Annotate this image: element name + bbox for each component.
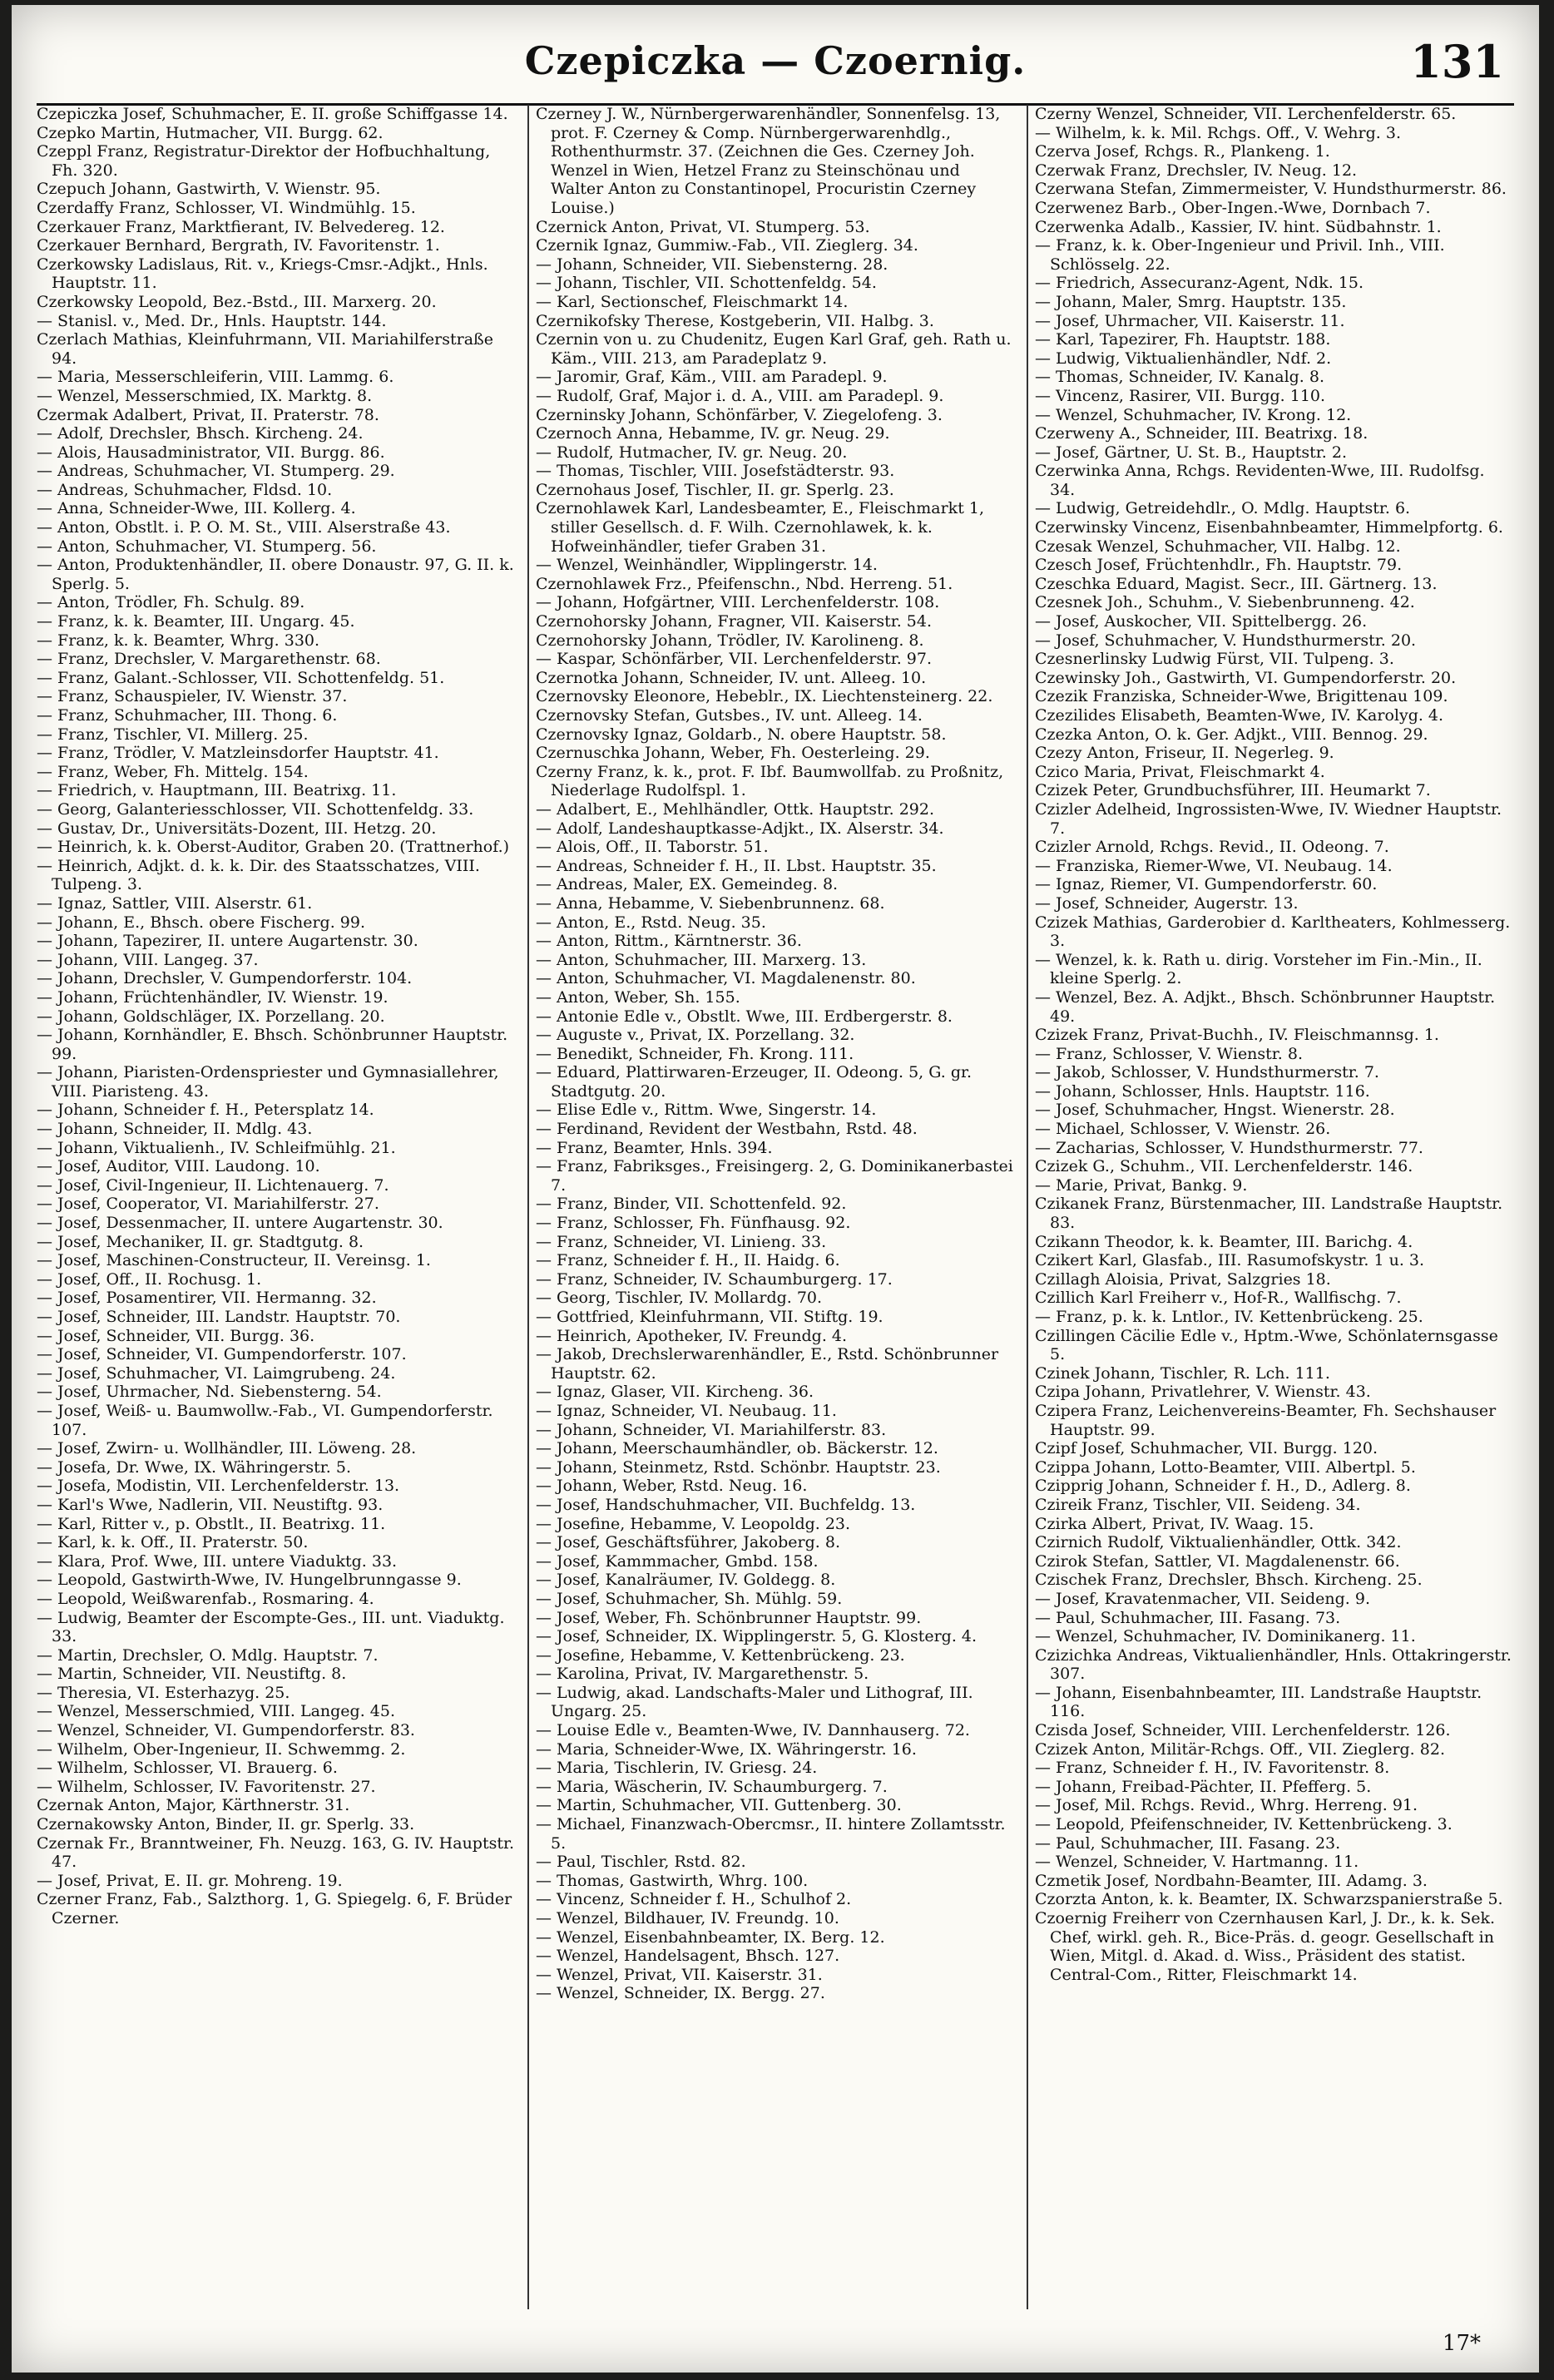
directory-entry: Czisda Josef, Schneider, VIII. Lerchenfelderstr. 126. bbox=[1035, 1721, 1451, 1740]
directory-entry: — Johann, Schlosser, Hnls. Hauptstr. 116. bbox=[1035, 1081, 1370, 1101]
directory-entry: — Karl, k. k. Off., II. Praterstr. 50. bbox=[37, 1533, 309, 1552]
directory-entry: Czizek G., Schuhm., VII. Lerchenfelderstr. 146. bbox=[1035, 1157, 1413, 1176]
directory-entry: Czernohorsky Johann, Fragner, VII. Kaiserstr. 54. bbox=[536, 612, 932, 631]
directory-entry: — Alois, Hausadministrator, VII. Burgg. 86. bbox=[37, 443, 385, 462]
directory-entry: — Auguste v., Privat, IX. Porzellang. 32. bbox=[536, 1026, 855, 1045]
directory-entry: Czorzta Anton, k. k. Beamter, IX. Schwarzspanierstraße 5. bbox=[1035, 1890, 1503, 1909]
directory-entry: Czerny Franz, k. k., prot. F. Ibf. Baumwollfab. zu Proßnitz, Niederlage Rudolfspl. 1. bbox=[536, 762, 1004, 800]
directory-entry: — Josefa, Modistin, VII. Lerchenfelderstr. 13. bbox=[37, 1477, 400, 1496]
directory-entry: — Andreas, Schneider f. H., II. Lbst. Hauptstr. 35. bbox=[536, 856, 937, 875]
directory-entry: — Franz, Beamter, Hnls. 394. bbox=[536, 1138, 773, 1157]
directory-entry: — Andreas, Schuhmacher, VI. Stumperg. 29. bbox=[37, 462, 395, 481]
page-header bbox=[12, 20, 1539, 95]
directory-entry: Czmetik Josef, Nordbahn-Beamter, III. Adamg. 3. bbox=[1035, 1871, 1428, 1890]
directory-entry: — Rudolf, Hutmacher, IV. gr. Neug. 20. bbox=[536, 443, 848, 462]
running-title: Czepiczka — Czoernig. bbox=[524, 38, 1027, 83]
directory-entry: — Johann, Hofgärtner, VIII. Lerchenfelderstr. 108. bbox=[536, 593, 940, 612]
directory-entry: — Johann, Schneider, VI. Mariahilferstr. 83. bbox=[536, 1420, 887, 1439]
directory-page bbox=[12, 5, 1539, 2373]
directory-entry: Czillich Karl Freiherr v., Hof-R., Wallfischg. 7. bbox=[1035, 1289, 1402, 1308]
directory-entry: Czernikofsky Therese, Kostgeberin, VII. Halbg. 3. bbox=[536, 311, 934, 330]
directory-entry: — Franz, Schneider f. H., IV. Favoritenstr. 8. bbox=[1035, 1759, 1390, 1778]
directory-entry: — Maria, Wäscherin, IV. Schaumburgerg. 7. bbox=[536, 1777, 888, 1796]
directory-entry: — Ludwig, Beamter der Escompte-Ges., III. unt. Viaduktg. 33. bbox=[37, 1608, 505, 1646]
directory-entry: — Ignaz, Sattler, VIII. Alserstr. 61. bbox=[37, 893, 313, 913]
directory-entry: — Johann, E., Bhsch. obere Fischerg. 99. bbox=[37, 913, 365, 932]
directory-entry: — Elise Edle v., Rittm. Wwe, Singerstr. 14. bbox=[536, 1101, 877, 1120]
directory-entry: — Johann, Tapezirer, II. untere Augartenstr. 30. bbox=[37, 932, 418, 951]
directory-entry: — Anton, Schuhmacher, VI. Stumperg. 56. bbox=[37, 537, 377, 556]
directory-entry: — Maria, Tischlerin, IV. Griesg. 24. bbox=[536, 1759, 818, 1778]
directory-entry: Czerwana Stefan, Zimmermeister, V. Hundsthurmerstr. 86. bbox=[1035, 180, 1507, 199]
directory-entry: — Martin, Drechsler, O. Mdlg. Hauptstr. 7. bbox=[37, 1645, 379, 1665]
directory-entry: — Marie, Privat, Bankg. 9. bbox=[1035, 1175, 1248, 1195]
directory-entry: — Gustav, Dr., Universitäts-Dozent, III. Hetzg. 20. bbox=[37, 819, 437, 838]
directory-entry: — Johann, Freibad-Pächter, II. Pfefferg. 5. bbox=[1035, 1777, 1372, 1796]
directory-entry: Czizler Arnold, Rchgs. Revid., II. Odeong. 7. bbox=[1035, 838, 1389, 857]
directory-entry: Czepuch Johann, Gastwirth, V. Wienstr. 95. bbox=[37, 180, 381, 199]
directory-entry: — Josef, Schneider, IX. Wipplingerstr. 5, G. Klosterg. 4. bbox=[536, 1627, 977, 1646]
directory-entry: — Franziska, Riemer-Wwe, VI. Neubaug. 14. bbox=[1035, 856, 1393, 875]
directory-entry: — Anton, Weber, Sh. 155. bbox=[536, 987, 740, 1007]
directory-entry: — Josef, Kammmacher, Gmbd. 158. bbox=[536, 1551, 819, 1571]
directory-entry: — Franz, Fabriksges., Freisingerg. 2, G. Dominikanerbastei 7. bbox=[536, 1157, 1013, 1195]
directory-entry: — Johann, Schneider, VII. Siebensterng. 28. bbox=[536, 255, 888, 274]
directory-entry: Czerweny A., Schneider, III. Beatrixg. 18. bbox=[1035, 424, 1368, 443]
directory-entry: — Johann, VIII. Langeg. 37. bbox=[37, 950, 259, 969]
directory-entry: — Josef, Schuhmacher, Sh. Mühlg. 59. bbox=[536, 1589, 843, 1608]
directory-entry: — Anna, Hebamme, V. Siebenbrunnenz. 68. bbox=[536, 893, 885, 913]
directory-entry: — Josef, Privat, E. II. gr. Mohreng. 19. bbox=[37, 1871, 343, 1890]
directory-entry: — Franz, p. k. k. Lntlor., IV. Kettenbrückeng. 25. bbox=[1035, 1308, 1423, 1326]
page-number: 131 bbox=[1410, 35, 1504, 88]
directory-entry: Czernohlawek Frz., Pfeifenschn., Nbd. Herreng. 51. bbox=[536, 574, 953, 593]
directory-entry: — Wenzel, Weinhändler, Wipplingerstr. 14. bbox=[536, 556, 878, 575]
directory-entry: — Franz, Schneider, VI. Linieng. 33. bbox=[536, 1232, 827, 1251]
directory-entry: Czerdaffy Franz, Schlosser, VI. Windmühlg. 15. bbox=[37, 198, 416, 217]
directory-entry: — Josef, Geschäftsführer, Jakoberg. 8. bbox=[536, 1533, 840, 1552]
directory-entry: — Thomas, Schneider, IV. Kanalg. 8. bbox=[1035, 368, 1325, 387]
directory-entry: — Josef, Mil. Rchgs. Revid., Whrg. Herreng. 91. bbox=[1035, 1796, 1418, 1815]
directory-entry: — Johann, Maler, Smrg. Hauptstr. 135. bbox=[1035, 292, 1347, 311]
directory-entry: — Josef, Posamentirer, VII. Hermanng. 32. bbox=[37, 1289, 377, 1308]
directory-entry: — Adolf, Drechsler, Bhsch. Kircheng. 24. bbox=[37, 424, 364, 443]
directory-entry: Czerny Wenzel, Schneider, VII. Lerchenfelderstr. 65. bbox=[1035, 105, 1457, 123]
directory-entry: Czoernig Freiherr von Czernhausen Karl, J. Dr., k. k. Sek. Chef, wirkl. geh. R., Bice-Präs. d. geogr. Gesellschaft in Wien, Mitgl. d. Akad. d. Wiss., Präsident des statist. Central-Com., Ritter, Fleischmarkt 14. bbox=[1035, 1909, 1496, 1984]
directory-entry: — Paul, Schuhmacher, III. Fasang. 73. bbox=[1035, 1608, 1341, 1627]
directory-entry: Czerkowsky Leopold, Bez.-Bstd., III. Marxerg. 20. bbox=[37, 292, 437, 311]
signature-mark: 17* bbox=[1442, 2331, 1481, 2356]
directory-entry: — Ferdinand, Revident der Westbahn, Rstd. 48. bbox=[536, 1120, 918, 1139]
directory-entry: — Josef, Uhrmacher, Nd. Siebensterng. 54. bbox=[37, 1383, 382, 1402]
directory-entry: — Wenzel, Handelsagent, Bhsch. 127. bbox=[536, 1947, 840, 1966]
directory-entry: — Johann, Schneider, II. Mdlg. 43. bbox=[37, 1120, 313, 1139]
directory-entry: Czerlach Mathias, Kleinfuhrmann, VII. Mariahilferstraße 94. bbox=[37, 330, 493, 368]
directory-entry: Czerwak Franz, Drechsler, IV. Neug. 12. bbox=[1035, 161, 1358, 180]
directory-entry: Czinek Johann, Tischler, R. Lch. 111. bbox=[1035, 1363, 1330, 1383]
directory-entry: — Heinrich, k. k. Oberst-Auditor, Graben 20. (Trattnerhof.) bbox=[37, 838, 510, 857]
directory-entry: — Johann, Eisenbahnbeamter, III. Landstraße Hauptstr. 116. bbox=[1035, 1683, 1482, 1721]
directory-entry: Czernoch Anna, Hebamme, IV. gr. Neug. 29. bbox=[536, 424, 890, 443]
directory-entry: — Ludwig, Viktualienhändler, Ndf. 2. bbox=[1035, 349, 1332, 368]
directory-entry: — Wilhelm, k. k. Mil. Rchgs. Off., V. Wehrg. 3. bbox=[1035, 123, 1401, 142]
directory-entry: — Michael, Finanzwach-Obercmsr., II. hintere Zollamtsstr. 5. bbox=[536, 1815, 1006, 1853]
directory-entry: Czikann Theodor, k. k. Beamter, III. Barichg. 4. bbox=[1035, 1232, 1413, 1251]
directory-entry: Czizek Franz, Privat-Buchh., IV. Fleischmannsg. 1. bbox=[1035, 1026, 1439, 1045]
directory-entry: — Johann, Früchtenhändler, IV. Wienstr. 19. bbox=[37, 987, 388, 1007]
directory-entry: Czireik Franz, Tischler, VII. Seideng. 34. bbox=[1035, 1495, 1361, 1514]
directory-entry: — Karl, Ritter v., p. Obstlt., II. Beatrixg. 11. bbox=[37, 1514, 386, 1533]
directory-entry: Czernakowsky Anton, Binder, II. gr. Sperlg. 33. bbox=[37, 1815, 415, 1834]
directory-entry: — Martin, Schuhmacher, VII. Guttenberg. 30. bbox=[536, 1796, 902, 1815]
directory-entry: — Stanisl. v., Med. Dr., Hnls. Hauptstr. 144. bbox=[37, 311, 387, 330]
directory-entry: — Josef, Mechaniker, II. gr. Stadtgutg. 8. bbox=[37, 1232, 364, 1251]
directory-entry: Czerwenez Barb., Ober-Ingen.-Wwe, Dornbach 7. bbox=[1035, 198, 1431, 217]
directory-entry: — Wenzel, Schneider, IX. Bergg. 27. bbox=[536, 1984, 825, 2003]
directory-entry: — Wenzel, Messerschmied, VIII. Langeg. 45. bbox=[37, 1702, 396, 1721]
directory-entry: — Anna, Schneider-Wwe, III. Kollerg. 4. bbox=[37, 499, 356, 518]
directory-entry: — Johann, Viktualienh., IV. Schleifmühlg. 21. bbox=[37, 1138, 396, 1157]
directory-entry: — Wilhelm, Ober-Ingenieur, II. Schwemmg. 2. bbox=[37, 1739, 406, 1759]
directory-columns bbox=[37, 105, 1514, 2309]
directory-entry: Czico Maria, Privat, Fleischmarkt 4. bbox=[1035, 762, 1325, 781]
directory-entry: — Adolf, Landeshauptkasse-Adjkt., IX. Alserstr. 34. bbox=[536, 819, 944, 838]
directory-entry: — Friedrich, Assecuranz-Agent, Ndk. 15. bbox=[1035, 274, 1364, 293]
directory-entry: — Josef, Schneider, III. Landstr. Hauptstr. 70. bbox=[37, 1308, 401, 1326]
directory-entry: — Adalbert, E., Mehlhändler, Ottk. Hauptstr. 292. bbox=[536, 799, 935, 819]
directory-entry: Czernak Fr., Branntweiner, Fh. Neuzg. 163, G. IV. Hauptstr. 47. bbox=[37, 1833, 515, 1872]
directory-entry: — Franz, Binder, VII. Schottenfeld. 92. bbox=[536, 1195, 847, 1214]
directory-entry: — Karolina, Privat, IV. Margarethenstr. 5. bbox=[536, 1665, 869, 1684]
directory-entry: — Josef, Weber, Fh. Schönbrunner Hauptstr. 99. bbox=[536, 1608, 922, 1627]
directory-entry: — Franz, Weber, Fh. Mittelg. 154. bbox=[37, 762, 309, 781]
directory-entry: — Johann, Weber, Rstd. Neug. 16. bbox=[536, 1477, 808, 1496]
directory-entry: — Josef, Handschuhmacher, VII. Buchfeldg. 13. bbox=[536, 1495, 916, 1514]
directory-entry: Czernohlawek Karl, Landesbeamter, E., Fleischmarkt 1, stiller Gesellsch. d. F. Wilh. Czernohlawek, k. k. Hofweinhändler, tiefer Graben 31. bbox=[536, 499, 984, 556]
directory-entry: — Eduard, Plattirwaren-Erzeuger, II. Odeong. 5, G. gr. Stadtgutg. 20. bbox=[536, 1063, 972, 1101]
directory-entry: — Josef, Schneider, VII. Burgg. 36. bbox=[37, 1326, 315, 1345]
directory-entry: — Anton, Schuhmacher, VI. Magdalenenstr. 80. bbox=[536, 969, 916, 988]
directory-entry: Czeschka Eduard, Magist. Secr., III. Gärtnerg. 13. bbox=[1035, 574, 1438, 593]
directory-entry: — Johann, Piaristen-Ordenspriester und Gymnasiallehrer, VIII. Piaristeng. 43. bbox=[37, 1063, 499, 1101]
directory-entry: — Josef, Schuhmacher, VI. Laimgrubeng. 24. bbox=[37, 1363, 396, 1383]
directory-entry: — Michael, Schlosser, V. Wienstr. 26. bbox=[1035, 1120, 1331, 1139]
directory-entry: Czischek Franz, Drechsler, Bhsch. Kircheng. 25. bbox=[1035, 1571, 1423, 1590]
column-right bbox=[1027, 105, 1514, 2309]
directory-entry: — Jakob, Drechslerwarenhändler, E., Rstd. Schönbrunner Hauptstr. 62. bbox=[536, 1345, 999, 1383]
directory-entry: Czerney J. W., Nürnbergerwarenhändler, Sonnenfelsg. 13, prot. F. Czerney & Comp. Nürnbergerwarenhdlg., Rothenthurmstr. 37. (Zeichnen die Ges. Czerney Joh. Wenzel in Wien, Hetzel Franz zu Steinschönau und Walter Anton zu Constantinopel, Procuristin Czerney Louise.) bbox=[536, 105, 1001, 217]
directory-entry: Czernik Ignaz, Gummiw.-Fab., VII. Zieglerg. 34. bbox=[536, 236, 918, 255]
directory-entry: — Paul, Schuhmacher, III. Fasang. 23. bbox=[1035, 1833, 1341, 1853]
directory-entry: — Martin, Schneider, VII. Neustiftg. 8. bbox=[37, 1665, 347, 1684]
directory-entry: — Josef, Kanalräumer, IV. Goldegg. 8. bbox=[536, 1571, 836, 1590]
directory-entry: — Benedikt, Schneider, Fh. Krong. 111. bbox=[536, 1044, 854, 1063]
directory-entry: — Leopold, Gastwirth-Wwe, IV. Hungelbrunngasse 9. bbox=[37, 1571, 462, 1590]
directory-entry: Czepiczka Josef, Schuhmacher, E. II. große Schiffgasse 14. bbox=[37, 105, 508, 123]
directory-entry: — Anton, Obstlt. i. P. O. M. St., VIII. Alserstraße 43. bbox=[37, 518, 451, 537]
directory-entry: Czernohorsky Johann, Trödler, IV. Karolineng. 8. bbox=[536, 631, 924, 650]
directory-entry: — Josef, Maschinen-Constructeur, II. Vereinsg. 1. bbox=[37, 1251, 431, 1270]
directory-entry: — Josefine, Hebamme, V. Kettenbrückeng. 23. bbox=[536, 1645, 905, 1665]
directory-entry: — Franz, Schneider, IV. Schaumburgerg. 17. bbox=[536, 1269, 893, 1289]
directory-entry: — Franz, Schuhmacher, III. Thong. 6. bbox=[37, 706, 338, 725]
directory-entry: — Josef, Auskocher, VII. Spittelbergg. 26. bbox=[1035, 612, 1368, 631]
directory-entry: — Wenzel, Bildhauer, IV. Freundg. 10. bbox=[536, 1909, 839, 1927]
directory-entry: Czizler Adelheid, Ingrossisten-Wwe, IV. Wiedner Hauptstr. 7. bbox=[1035, 799, 1502, 838]
directory-entry: — Johann, Tischler, VII. Schottenfeldg. 54. bbox=[536, 274, 877, 293]
directory-entry: Czirok Stefan, Sattler, VI. Magdalenenstr. 66. bbox=[1035, 1551, 1400, 1571]
directory-entry: Czeppl Franz, Registratur-Direktor der Hofbuchhaltung, Fh. 320. bbox=[37, 142, 491, 180]
directory-entry: Czizek Anton, Militär-Rchgs. Off., VII. Zieglerg. 82. bbox=[1035, 1739, 1445, 1759]
directory-entry: — Josef, Off., II. Rochusg. 1. bbox=[37, 1269, 262, 1289]
directory-entry: — Wenzel, Schuhmacher, IV. Dominikanerg. 11. bbox=[1035, 1627, 1416, 1646]
directory-entry: Czerkowsky Ladislaus, Rit. v., Kriegs-Cmsr.-Adjkt., Hnls. Hauptstr. 11. bbox=[37, 255, 488, 293]
directory-entry: — Thomas, Gastwirth, Whrg. 100. bbox=[536, 1871, 809, 1890]
directory-entry: Czipprig Johann, Schneider f. H., D., Adlerg. 8. bbox=[1035, 1477, 1411, 1496]
directory-entry: — Josef, Auditor, VIII. Laudong. 10. bbox=[37, 1157, 320, 1176]
directory-entry: Czesnek Joh., Schuhm., V. Siebenbrunneng. 42. bbox=[1035, 593, 1415, 612]
directory-entry: Czizek Mathias, Garderobier d. Karltheaters, Kohlmesserg. 3. bbox=[1035, 913, 1511, 951]
directory-entry: Czerwenka Adalb., Kassier, IV. hint. Südbahnstr. 1. bbox=[1035, 217, 1442, 236]
directory-entry: — Anton, E., Rstd. Neug. 35. bbox=[536, 913, 766, 932]
directory-entry: — Johann, Drechsler, V. Gumpendorferstr. 104. bbox=[37, 969, 413, 988]
directory-entry: — Wenzel, Bez. A. Adjkt., Bhsch. Schönbrunner Hauptstr. 49. bbox=[1035, 987, 1496, 1026]
directory-entry: Czernuschka Johann, Weber, Fh. Oesterleing. 29. bbox=[536, 744, 930, 763]
directory-entry: — Johann, Goldschläger, IX. Porzellang. 20. bbox=[37, 1007, 385, 1026]
directory-entry: — Jakob, Schlosser, V. Hundsthurmerstr. 7. bbox=[1035, 1063, 1379, 1082]
directory-entry: — Josef, Kravatenmacher, VII. Seideng. 9. bbox=[1035, 1589, 1371, 1608]
directory-entry: — Wenzel, Schneider, V. Hartmanng. 11. bbox=[1035, 1853, 1359, 1872]
directory-entry: — Josef, Schuhmacher, V. Hundsthurmerstr. 20. bbox=[1035, 631, 1417, 650]
directory-entry: Czernovsky Eleonore, Hebeblr., IX. Liechtensteinerg. 22. bbox=[536, 687, 993, 706]
directory-entry: Czizek Peter, Grundbuchsführer, III. Heumarkt 7. bbox=[1035, 781, 1431, 800]
directory-entry: — Franz, k. k. Beamter, Whrg. 330. bbox=[37, 631, 320, 650]
directory-entry: — Karl, Tapezirer, Fh. Hauptstr. 188. bbox=[1035, 330, 1331, 349]
directory-entry: Czezy Anton, Friseur, II. Negerleg. 9. bbox=[1035, 744, 1334, 763]
directory-entry: — Andreas, Maler, EX. Gemeindeg. 8. bbox=[536, 875, 839, 894]
directory-entry: Czernovsky Ignaz, Goldarb., N. obere Hauptstr. 58. bbox=[536, 725, 947, 744]
directory-entry: Czikanek Franz, Bürstenmacher, III. Landstraße Hauptstr. 83. bbox=[1035, 1195, 1503, 1233]
directory-entry: Czillagh Aloisia, Privat, Salzgries 18. bbox=[1035, 1269, 1331, 1289]
directory-entry: — Josef, Zwirn- u. Wollhändler, III. Löweng. 28. bbox=[37, 1439, 417, 1458]
directory-entry: — Wenzel, Schneider, VI. Gumpendorferstr. 83. bbox=[37, 1721, 415, 1740]
directory-entry: — Franz, Drechsler, V. Margarethenstr. 68. bbox=[37, 650, 381, 669]
directory-entry: — Maria, Messerschleiferin, VIII. Lammg. 6. bbox=[37, 368, 394, 387]
directory-entry: — Zacharias, Schlosser, V. Hundsthurmerstr. 77. bbox=[1035, 1138, 1423, 1157]
directory-entry: Czerkauer Bernhard, Bergrath, IV. Favoritenstr. 1. bbox=[37, 236, 440, 255]
directory-entry: — Josef, Schneider, Augerstr. 13. bbox=[1035, 893, 1299, 913]
directory-entry: — Anton, Produktenhändler, II. obere Donaustr. 97, G. II. k. Sperlg. 5. bbox=[37, 556, 514, 593]
directory-entry: — Wenzel, k. k. Rath u. dirig. Vorsteher im Fin.-Min., II. kleine Sperlg. 2. bbox=[1035, 950, 1482, 988]
directory-entry: — Josef, Dessenmacher, II. untere Augartenstr. 30. bbox=[37, 1214, 443, 1233]
directory-entry: — Vincenz, Rasirer, VII. Burgg. 110. bbox=[1035, 386, 1326, 405]
directory-entry: — Ignaz, Schneider, VI. Neubaug. 11. bbox=[536, 1401, 837, 1420]
directory-entry: Czesch Josef, Früchtenhdlr., Fh. Hauptstr. 79. bbox=[1035, 556, 1403, 575]
directory-entry: Czerninsky Johann, Schönfärber, V. Ziegelofeng. 3. bbox=[536, 405, 943, 424]
directory-entry: — Karl's Wwe, Nadlerin, VII. Neustiftg. 93. bbox=[37, 1495, 384, 1514]
directory-entry: — Karl, Sectionschef, Fleischmarkt 14. bbox=[536, 292, 849, 311]
directory-entry: — Paul, Tischler, Rstd. 82. bbox=[536, 1853, 746, 1872]
directory-entry: — Klara, Prof. Wwe, III. untere Viaduktg. 33. bbox=[37, 1551, 398, 1571]
directory-entry: — Josefa, Dr. Wwe, IX. Währingerstr. 5. bbox=[37, 1457, 351, 1477]
directory-entry: — Johann, Steinmetz, Rstd. Schönbr. Hauptstr. 23. bbox=[536, 1457, 941, 1477]
directory-entry: Czermak Adalbert, Privat, II. Praterstr. 78. bbox=[37, 405, 379, 424]
directory-entry: Czernohaus Josef, Tischler, II. gr. Sperlg. 23. bbox=[536, 480, 894, 499]
directory-entry: — Alois, Off., II. Taborstr. 51. bbox=[536, 838, 769, 857]
directory-entry: — Wenzel, Messerschmied, IX. Marktg. 8. bbox=[37, 386, 373, 405]
directory-entry: — Josef, Civil-Ingenieur, II. Lichtenauerg. 7. bbox=[37, 1175, 389, 1195]
directory-entry: — Friedrich, v. Hauptmann, III. Beatrixg. 11. bbox=[37, 781, 397, 800]
directory-entry: — Theresia, VI. Esterhazyg. 25. bbox=[37, 1683, 290, 1702]
directory-entry: Czikert Karl, Glasfab., III. Rasumofskystr. 1 u. 3. bbox=[1035, 1251, 1425, 1270]
directory-entry: — Louise Edle v., Beamten-Wwe, IV. Dannhauserg. 72. bbox=[536, 1721, 970, 1740]
directory-entry: — Franz, k. k. Ober-Ingenieur und Privil. Inh., VIII. Schlösselg. 22. bbox=[1035, 236, 1445, 274]
directory-entry: — Ignaz, Glaser, VII. Kircheng. 36. bbox=[536, 1383, 814, 1402]
directory-entry: — Josef, Gärtner, U. St. B., Hauptstr. 2. bbox=[1035, 443, 1347, 462]
directory-entry: — Franz, Tischler, VI. Millerg. 25. bbox=[37, 725, 309, 744]
directory-entry: Czillingen Cäcilie Edle v., Hptm.-Wwe, Schönlaternsgasse 5. bbox=[1035, 1326, 1498, 1364]
directory-entry: — Wilhelm, Schlosser, VI. Brauerg. 6. bbox=[37, 1759, 338, 1778]
directory-entry: — Gottfried, Kleinfuhrmann, VII. Stiftg. 19. bbox=[536, 1308, 883, 1326]
directory-entry: Czernin von u. zu Chudenitz, Eugen Karl Graf, geh. Rath u. Käm., VIII. 213, am Paradeplatz 9. bbox=[536, 330, 1012, 368]
directory-entry: — Franz, Schlosser, V. Wienstr. 8. bbox=[1035, 1044, 1304, 1063]
directory-entry: — Josef, Schneider, VI. Gumpendorferstr. 107. bbox=[37, 1345, 407, 1364]
directory-entry: Czipera Franz, Leichenvereins-Beamter, Fh. Sechshauser Hauptstr. 99. bbox=[1035, 1401, 1497, 1439]
directory-entry: — Rudolf, Graf, Major i. d. A., VIII. am Paradepl. 9. bbox=[536, 386, 944, 405]
column-left bbox=[37, 105, 516, 2309]
directory-entry: — Vincenz, Schneider f. H., Schulhof 2. bbox=[536, 1890, 852, 1909]
directory-entry: — Josef, Weiß- u. Baumwollw.-Fab., VI. Gumpendorferstr. 107. bbox=[37, 1401, 493, 1439]
directory-entry: Czirka Albert, Privat, IV. Waag. 15. bbox=[1035, 1514, 1314, 1533]
directory-entry: — Johann, Schneider f. H., Petersplatz 14. bbox=[37, 1101, 374, 1120]
directory-entry: — Franz, Schneider f. H., II. Haidg. 6. bbox=[536, 1251, 840, 1270]
directory-entry: Czezik Franziska, Schneider-Wwe, Brigittenau 109. bbox=[1035, 687, 1448, 706]
directory-entry: — Franz, k. k. Beamter, III. Ungarg. 45. bbox=[37, 612, 355, 631]
directory-entry: — Georg, Galanteriesschlosser, VII. Schottenfeldg. 33. bbox=[37, 799, 474, 819]
directory-entry: Czernotka Johann, Schneider, IV. unt. Alleeg. 10. bbox=[536, 668, 927, 687]
directory-entry: Czernak Anton, Major, Kärthnerstr. 31. bbox=[37, 1796, 350, 1815]
directory-entry: — Josef, Uhrmacher, VII. Kaiserstr. 11. bbox=[1035, 311, 1345, 330]
directory-entry: Czizichka Andreas, Viktualienhändler, Hnls. Ottakringerstr. 307. bbox=[1035, 1645, 1512, 1684]
directory-entry: Czernick Anton, Privat, VI. Stumperg. 53. bbox=[536, 217, 870, 236]
directory-entry: Czezilides Elisabeth, Beamten-Wwe, IV. Karolyg. 4. bbox=[1035, 706, 1444, 725]
directory-entry: — Wenzel, Eisenbahnbeamter, IX. Berg. 12. bbox=[536, 1927, 885, 1947]
directory-entry: Czerner Franz, Fab., Salzthorg. 1, G. Spiegelg. 6, F. Brüder Czerner. bbox=[37, 1890, 512, 1927]
directory-entry: — Leopold, Weißwarenfab., Rosmaring. 4. bbox=[37, 1589, 374, 1608]
directory-entry: — Wilhelm, Schlosser, IV. Favoritenstr. 27. bbox=[37, 1777, 376, 1796]
directory-entry: — Heinrich, Apotheker, IV. Freundg. 4. bbox=[536, 1326, 848, 1345]
directory-entry: Czerkauer Franz, Marktfierant, IV. Belvedereg. 12. bbox=[37, 217, 445, 236]
directory-entry: — Josefine, Hebamme, V. Leopoldg. 23. bbox=[536, 1514, 851, 1533]
directory-entry: Czerva Josef, Rchgs. R., Plankeng. 1. bbox=[1035, 142, 1330, 161]
directory-entry: — Anton, Rittm., Kärntnerstr. 36. bbox=[536, 932, 802, 951]
directory-entry: — Franz, Galant.-Schlosser, VII. Schottenfeldg. 51. bbox=[37, 668, 445, 687]
directory-entry: — Andreas, Schuhmacher, Fldsd. 10. bbox=[37, 480, 333, 499]
directory-entry: Czesnerlinsky Ludwig Fürst, VII. Tulpeng. 3. bbox=[1035, 650, 1394, 669]
directory-entry: Czerwinsky Vincenz, Eisenbahnbeamter, Himmelpfortg. 6. bbox=[1035, 518, 1503, 537]
directory-entry: — Anton, Trödler, Fh. Schulg. 89. bbox=[37, 593, 305, 612]
directory-entry: — Franz, Schlosser, Fh. Fünfhausg. 92. bbox=[536, 1214, 851, 1233]
directory-entry: — Ignaz, Riemer, VI. Gumpendorferstr. 60. bbox=[1035, 875, 1378, 894]
directory-entry: — Jaromir, Graf, Käm., VIII. am Paradepl. 9. bbox=[536, 368, 888, 387]
column-middle bbox=[527, 105, 1015, 2309]
directory-entry: Czipa Johann, Privatlehrer, V. Wienstr. 43. bbox=[1035, 1383, 1371, 1402]
directory-entry: Czipf Josef, Schuhmacher, VII. Burgg. 120. bbox=[1035, 1439, 1378, 1458]
directory-entry: Czerwinka Anna, Rchgs. Revidenten-Wwe, III. Rudolfsg. 34. bbox=[1035, 462, 1485, 499]
directory-entry: Czernovsky Stefan, Gutsbes., IV. unt. Alleeg. 14. bbox=[536, 706, 923, 725]
directory-entry: Czezka Anton, O. k. Ger. Adjkt., VIII. Bennog. 29. bbox=[1035, 725, 1428, 744]
directory-entry: Czippa Johann, Lotto-Beamter, VIII. Albertpl. 5. bbox=[1035, 1457, 1416, 1477]
directory-entry: — Leopold, Pfeifenschneider, IV. Kettenbrückeng. 3. bbox=[1035, 1815, 1453, 1834]
directory-entry: — Heinrich, Adjkt. d. k. k. Dir. des Staatsschatzes, VIII. Tulpeng. 3. bbox=[37, 856, 480, 894]
directory-entry: Czesak Wenzel, Schuhmacher, VII. Halbg. 12. bbox=[1035, 537, 1401, 556]
directory-entry: Czirnich Rudolf, Viktualienhändler, Ottk. 342. bbox=[1035, 1533, 1402, 1552]
directory-entry: — Johann, Meerschaumhändler, ob. Bäckerstr. 12. bbox=[536, 1439, 938, 1458]
directory-entry: — Ludwig, Getreidehdlr., O. Mdlg. Hauptstr. 6. bbox=[1035, 499, 1411, 518]
directory-entry: — Antonie Edle v., Obstlt. Wwe, III. Erdbergerstr. 8. bbox=[536, 1007, 953, 1026]
directory-entry: — Franz, Trödler, V. Matzleinsdorfer Hauptstr. 41. bbox=[37, 744, 439, 763]
directory-entry: — Josef, Cooperator, VI. Mariahilferstr. 27. bbox=[37, 1195, 379, 1214]
directory-entry: — Wenzel, Privat, VII. Kaiserstr. 31. bbox=[536, 1965, 823, 1984]
directory-entry: — Ludwig, akad. Landschafts-Maler und Lithograf, III. Ungarg. 25. bbox=[536, 1683, 973, 1721]
directory-entry: — Josef, Schuhmacher, Hngst. Wienerstr. 28. bbox=[1035, 1101, 1395, 1120]
directory-entry: — Thomas, Tischler, VIII. Josefstädterstr. 93. bbox=[536, 462, 895, 481]
directory-entry: — Wenzel, Schuhmacher, IV. Krong. 12. bbox=[1035, 405, 1352, 424]
directory-entry: — Kaspar, Schönfärber, VII. Lerchenfelderstr. 97. bbox=[536, 650, 933, 669]
directory-entry: Czepko Martin, Hutmacher, VII. Burgg. 62. bbox=[37, 123, 384, 142]
directory-entry: — Franz, Schauspieler, IV. Wienstr. 37. bbox=[37, 687, 348, 706]
directory-entry: Czewinsky Joh., Gastwirth, VI. Gumpendorferstr. 20. bbox=[1035, 668, 1457, 687]
directory-entry: — Georg, Tischler, IV. Mollardg. 70. bbox=[536, 1289, 823, 1308]
directory-entry: — Maria, Schneider-Wwe, IX. Währingerstr. 16. bbox=[536, 1739, 917, 1759]
directory-entry: — Johann, Kornhändler, E. Bhsch. Schönbrunner Hauptstr. 99. bbox=[37, 1026, 508, 1063]
directory-entry: — Anton, Schuhmacher, III. Marxerg. 13. bbox=[536, 950, 867, 969]
